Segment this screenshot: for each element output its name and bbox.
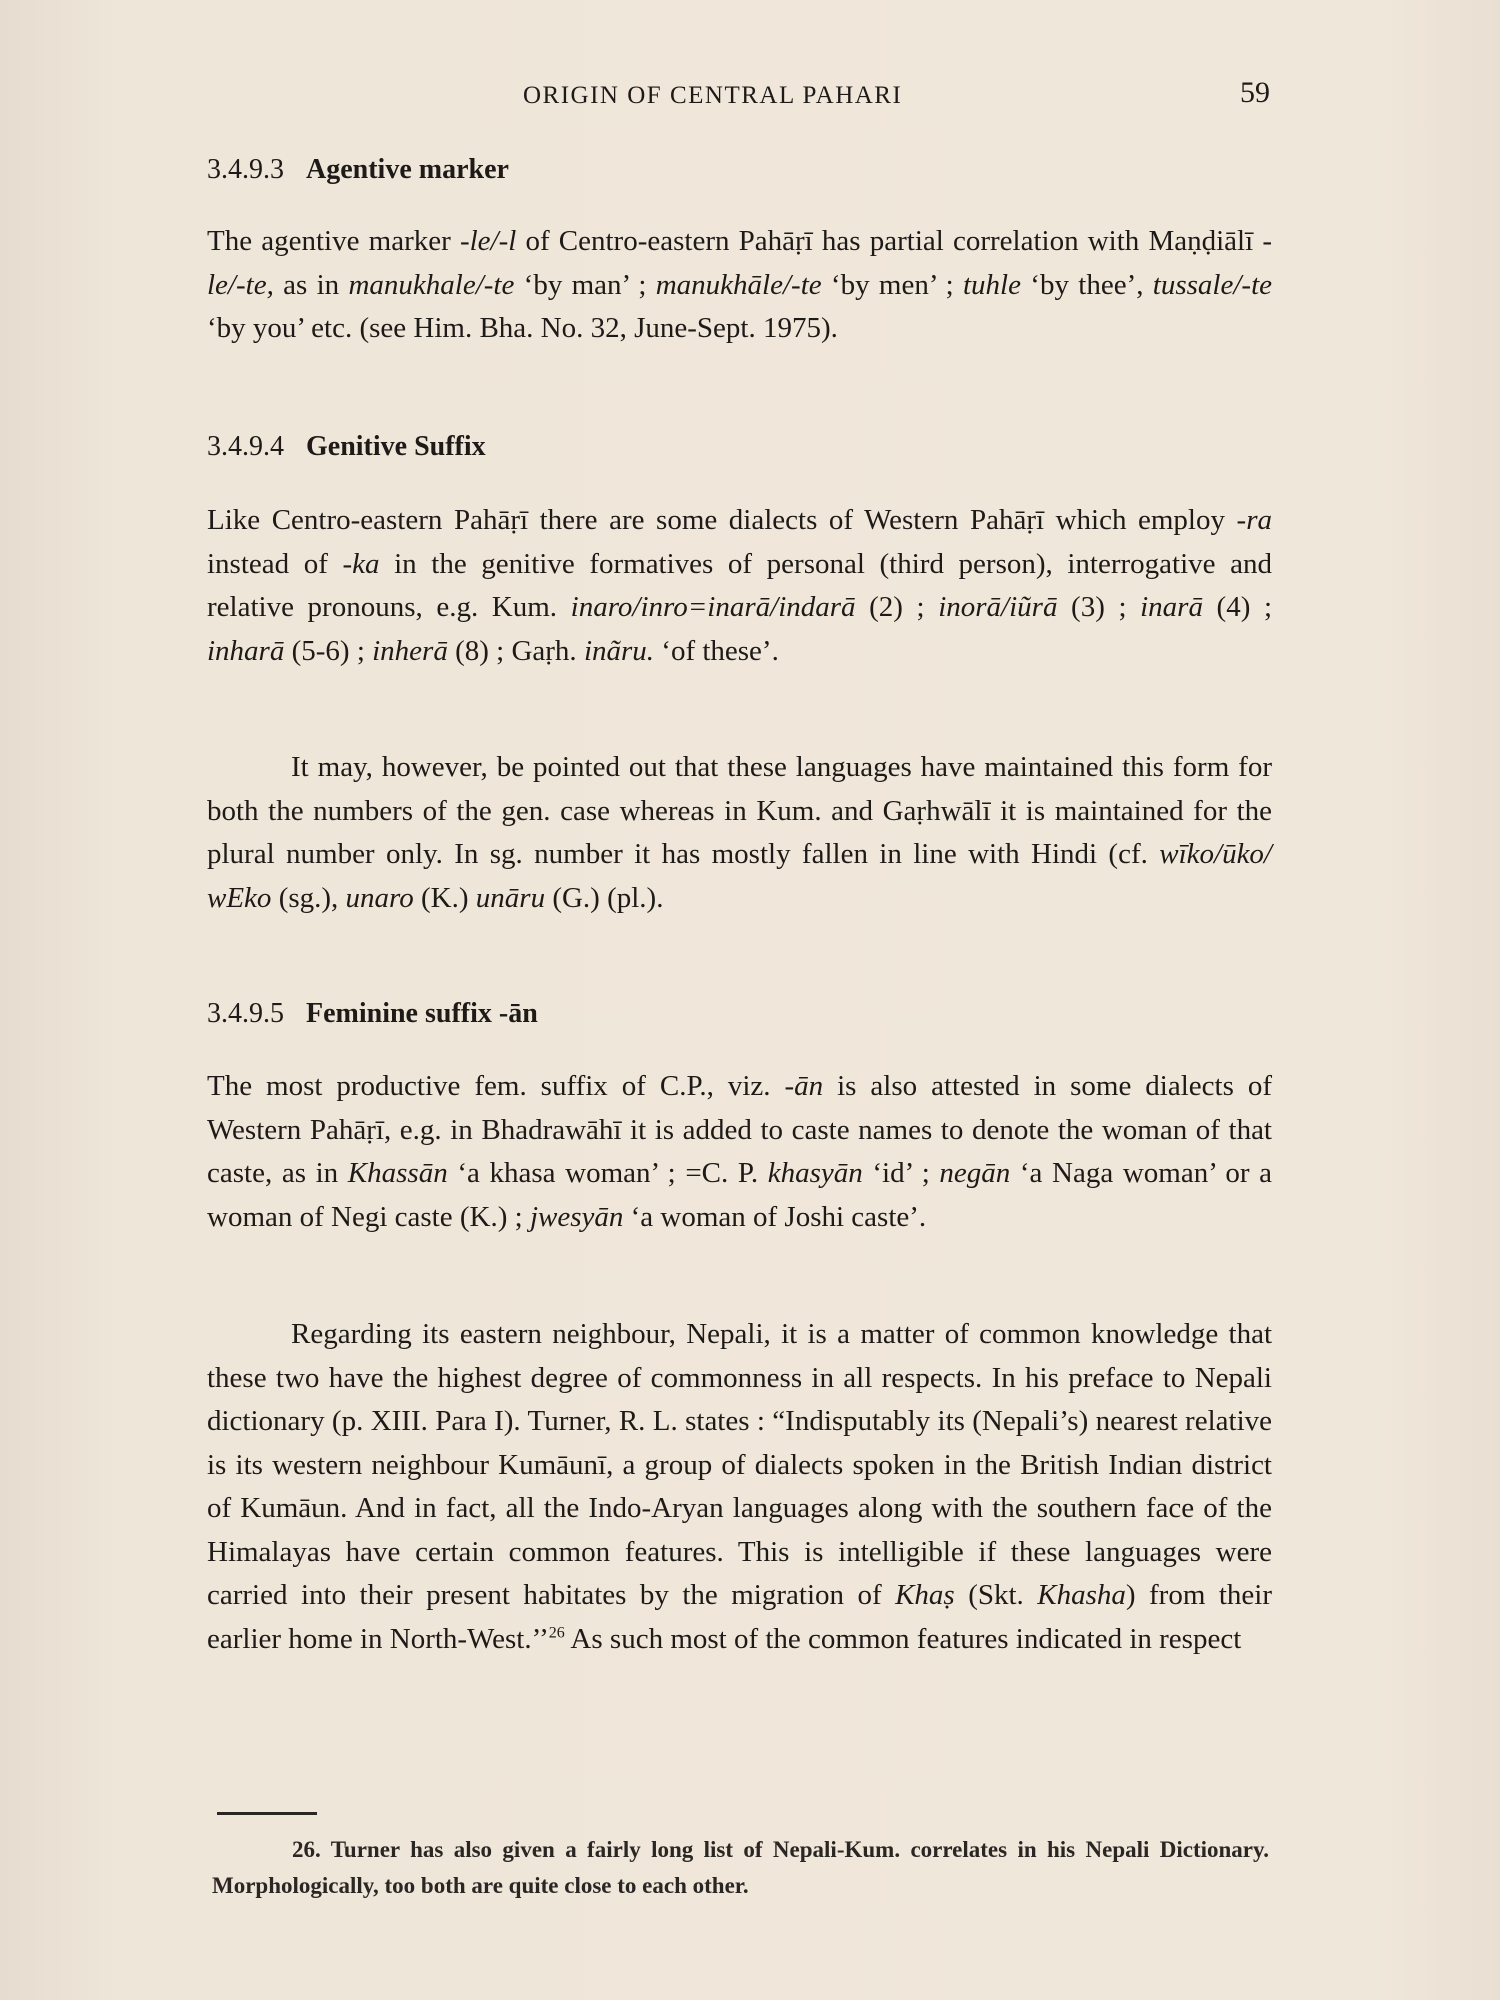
- text-run: in the genitive formatives of personal (third person), interrogative and relative pronouns, e.g. Kum.: [207, 547, 1272, 623]
- paragraph-nepali: [207, 1313, 1272, 1661]
- example-form: manukhāle/-te: [655, 268, 822, 301]
- example-form: tuhle: [963, 268, 1021, 301]
- section-heading-3494: [207, 425, 1272, 469]
- text-run: ) from their earlier home in North-West.’’: [207, 1579, 1273, 1655]
- example-form: manukhale/-te: [348, 268, 515, 301]
- text-run: ‘a Naga woman’ or a woman of Negi caste (K.) ;: [207, 1157, 1273, 1233]
- text-run: (K.): [413, 881, 476, 914]
- section-heading-3495: [207, 992, 1272, 1036]
- example-form: unāru: [475, 881, 546, 914]
- example-form: wīko/ūko/ wEko: [207, 838, 1272, 914]
- text-run: (8) ; Gaṛh.: [447, 634, 584, 667]
- example-form: inorā/iũrā: [938, 591, 1058, 623]
- footnote-rule: [217, 1812, 317, 1815]
- example-form: khasyān: [767, 1157, 863, 1189]
- example-form: negān: [939, 1157, 1011, 1189]
- text-run: ‘of these’.: [654, 634, 779, 667]
- example-form: -le/-te,: [207, 225, 1272, 301]
- example-form: inaro/inro=inarā/indarā: [570, 591, 856, 623]
- text-run: (5-6) ;: [284, 634, 373, 667]
- section-number: 3.4.9.5: [207, 998, 284, 1029]
- paragraph-genitive-note: [207, 746, 1272, 920]
- paragraph-feminine: [207, 1065, 1272, 1239]
- section-number: 3.4.9.4: [207, 431, 284, 462]
- footnote-text: 26. Turner has also given a fairly long list of Nepali-Kum. correlates in his Nepali Dictionary. Morphologically, too both are quite close to each other.: [212, 1837, 1269, 1898]
- text-run: (3) ;: [1057, 591, 1141, 623]
- text-run: as in: [273, 268, 349, 301]
- section-title: Genitive Suffix: [306, 431, 486, 462]
- example-form: -le/-l: [459, 225, 517, 257]
- example-form: -ra: [1236, 504, 1272, 536]
- text-run: ‘id’ ;: [862, 1157, 940, 1189]
- example-form: -ka: [342, 547, 380, 580]
- paragraph-genitive: [207, 499, 1272, 673]
- page-number: 59: [1240, 76, 1270, 109]
- text-run: (2) ;: [855, 591, 939, 623]
- text-run: The most productive fem. suffix of C.P., viz.: [207, 1070, 785, 1102]
- example-form: inherā: [372, 634, 448, 667]
- example-form: -ān: [784, 1070, 824, 1102]
- text-run: The agentive marker: [207, 225, 460, 257]
- text-run: Regarding its eastern neighbour, Nepali, it is a matter of common knowledge that these two have the highest degree of commonness in all respects. In his preface to Nepali dictionary (p. XIII. Para I). Turner, R. L. states : “Indisputably its (Nepali’s) nearest relative is its western neighbour Kumāunī, a group of dialects spoken in the British Indian district of Kumāun. And in fact, all the Indo-Aryan languages along with the southern face of the Himalayas have certain common features. This is intelligible if these languages were carried into their present habitates by the migration of: [207, 1318, 1272, 1611]
- section-number: 3.4.9.3: [207, 154, 284, 185]
- text-run: ‘a woman of Joshi caste’.: [623, 1200, 927, 1233]
- text-run: (G.) (pl.).: [545, 881, 664, 914]
- example-form: inharā: [207, 634, 285, 667]
- text-run: ‘a khasa woman’ ; =C. P.: [447, 1157, 768, 1189]
- text-run: (Skt.: [954, 1579, 1038, 1611]
- text-run: As such most of the common features indicated in respect: [564, 1622, 1242, 1655]
- section-heading-3493: [207, 148, 1272, 192]
- text-run: (4) ;: [1202, 591, 1273, 623]
- example-form: jwesyān: [529, 1200, 624, 1233]
- example-form: Khasha: [1037, 1579, 1126, 1611]
- text-run: ‘by thee’,: [1021, 268, 1153, 301]
- example-form: inãru.: [583, 634, 655, 667]
- running-head: ORIGIN OF CENTRAL PAHARI: [523, 82, 903, 109]
- example-form: inarā: [1140, 591, 1203, 623]
- paragraph-agentive: [207, 220, 1272, 351]
- text-run: (sg.),: [271, 881, 346, 914]
- text-run: Like Centro-eastern Pahāṛī there are some dialects of Western Pahāṛī which employ: [207, 504, 1237, 536]
- example-form: Khassān: [347, 1157, 448, 1189]
- text-run: ‘by man’ ;: [514, 268, 656, 301]
- text-run: ‘by you’ etc. (see Him. Bha. No. 32, June-Sept. 1975).: [207, 312, 838, 344]
- footnote: [212, 1832, 1269, 1904]
- text-run: It may, however, be pointed out that these languages have maintained this form for both the numbers of the gen. case whereas in Kum. and Gaṛhwālī it is maintained for the plural number only. In sg. number it has mostly fallen in line with Hindi (cf.: [207, 751, 1272, 870]
- text-run: is also attested in some dialects of Western Pahāṛī, e.g. in Bhadrawāhī it is added to caste names to denote the woman of that caste, as in: [207, 1070, 1272, 1189]
- section-title: Feminine suffix -ān: [306, 998, 538, 1029]
- text-run: instead of: [207, 547, 343, 580]
- text-run: of Centro-eastern Pahāṛī has partial correlation with Maṇḍiālī: [516, 225, 1263, 257]
- example-form: tussale/-te: [1152, 268, 1272, 301]
- text-run: ‘by men’ ;: [821, 268, 963, 301]
- footnote-marker: 26: [548, 1623, 565, 1641]
- example-form: Khaṣ: [895, 1579, 955, 1611]
- section-title: Agentive marker: [306, 154, 509, 185]
- example-form: unaro: [345, 881, 414, 914]
